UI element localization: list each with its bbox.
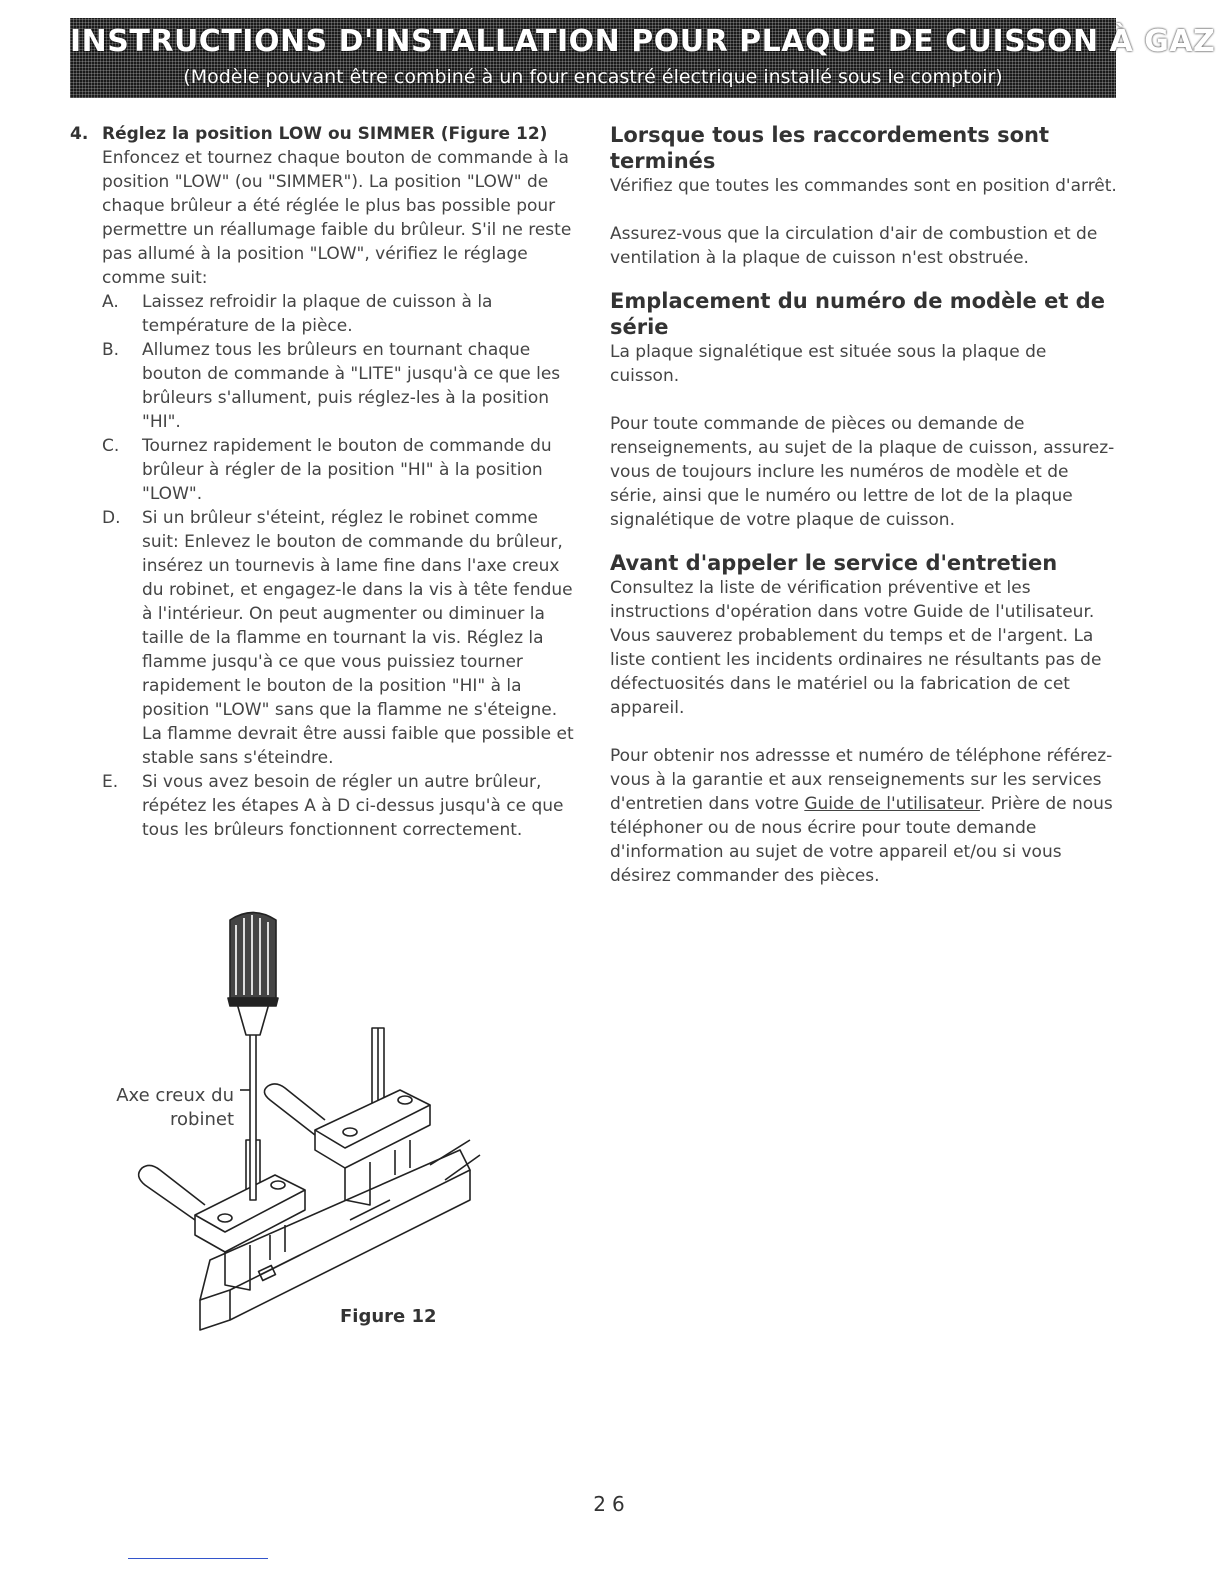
figure-12	[100, 900, 580, 1350]
paragraph-text: . Prière de nous téléphoner ou de nous écrire pour toute demande d'information au sujet de votre appareil et/ou si vous désirez commander des pièces.	[610, 794, 1113, 886]
substep-text: Tournez rapidement le bouton de commande du brûleur à régler de la position "HI" à la position "LOW".	[142, 436, 552, 504]
label-line: robinet	[170, 1109, 234, 1130]
substep-letter: B.	[102, 340, 120, 360]
page-title: INSTRUCTIONS D'INSTALLATION POUR PLAQUE DE CUISSON À GAZ	[70, 24, 1216, 59]
figure-label-hollow-axis	[112, 1084, 234, 1132]
figure-caption: Figure 12	[340, 1306, 437, 1327]
section-heading-service: Avant d'appeler le service d'entretien	[610, 551, 1058, 575]
paragraph: Pour toute commande de pièces ou demande de renseignements, au sujet de la plaque de cuisson, assurez-vous de toujours inclure les numéros de modèle et de série, ainsi que le numéro ou lettre de lot de la plaque signalétique de votre plaque de cuisson.	[610, 414, 1115, 530]
substep-letter: C.	[102, 436, 120, 456]
substep-letter: E.	[102, 772, 119, 792]
left-column	[70, 122, 580, 842]
substep-text: Allumez tous les brûleurs en tournant chaque bouton de commande à "LITE" jusqu'à ce que les brûleurs s'allument, puis réglez-les à la position "HI".	[142, 340, 561, 432]
step-heading	[70, 122, 580, 146]
substep-text: Laissez refroidir la plaque de cuisson à la température de la pièce.	[142, 292, 493, 336]
section-heading-model-serial: Emplacement du numéro de modèle et de série	[610, 289, 1105, 339]
paragraph: Assurez-vous que la circulation d'air de combustion et de ventilation à la plaque de cuisson n'est obstruée.	[610, 224, 1098, 268]
footnote-rule	[128, 1558, 268, 1559]
paragraph: La plaque signalétique est située sous la plaque de cuisson.	[610, 342, 1047, 386]
substep-letter: D.	[102, 508, 121, 528]
section-heading-connections: Lorsque tous les raccordements sont terminés	[610, 123, 1050, 173]
paragraph	[610, 744, 1120, 888]
substep-d	[102, 506, 580, 770]
user-guide-reference: Guide de l'utilisateur	[804, 794, 980, 814]
header-banner	[70, 18, 1216, 98]
page-number: 26	[593, 1492, 631, 1516]
substep-text: Si vous avez besoin de régler un autre brûleur, répétez les étapes A à D ci-dessus jusqu'à ce que tous les brûleurs fonctionnent correctement.	[142, 772, 564, 840]
step-intro: Enfoncez et tournez chaque bouton de commande à la position "LOW" (ou "SIMMER"). La position "LOW" de chaque brûleur a été réglée le plus bas possible pour permettre un réallumage faible du brûleur. S'il ne reste pas allumé à la position "LOW", vérifiez le réglage comme suit:	[102, 148, 572, 288]
paragraph: Consultez la liste de vérification préventive et les instructions d'opération dans votre Guide de l'utilisateur. Vous sauverez probablement du temps et de l'argent. La liste contient les incidents ordinaires ne résultants pas de défectuosités dans le matériel ou la fabrication de cet appareil.	[610, 578, 1102, 718]
substep-c	[102, 434, 580, 506]
substep-e	[102, 770, 580, 842]
right-column	[610, 122, 1120, 912]
label-line: Axe creux du	[116, 1085, 234, 1106]
substep-b	[102, 338, 580, 434]
paragraph: Vérifiez que toutes les commandes sont en position d'arrêt.	[610, 176, 1117, 196]
paragraph-text: Pour obtenir nos adressse et numéro de téléphone référez-vous à la garantie et aux renseignements sur les services d'entretien dans votre	[610, 746, 1113, 814]
substep-text: Si un brûleur s'éteint, réglez le robinet comme suit: Enlevez le bouton de commande du brûleur, insérez un tournevis à lame fine dans l'axe creux du robinet, et engagez-le dans la vis à tête fendue à l'intérieur. On peut augmenter ou diminuer la taille de la flamme en tournant la vis. Réglez la flamme jusqu'à ce que vous puissiez tourner rapidement le bouton de la position "HI" à la position "LOW" sans que la flamme ne s'éteigne. La flamme devrait être aussi faible que possible et stable sans s'éteindre.	[142, 508, 574, 768]
step-number: 4.	[70, 124, 89, 144]
substep-a	[102, 290, 580, 338]
substep-letter: A.	[102, 292, 119, 312]
step-title: Réglez la position LOW ou SIMMER (Figure 12)	[102, 124, 548, 144]
page-subtitle: (Modèle pouvant être combiné à un four encastré électrique installé sous le comptoir)	[183, 66, 1003, 88]
